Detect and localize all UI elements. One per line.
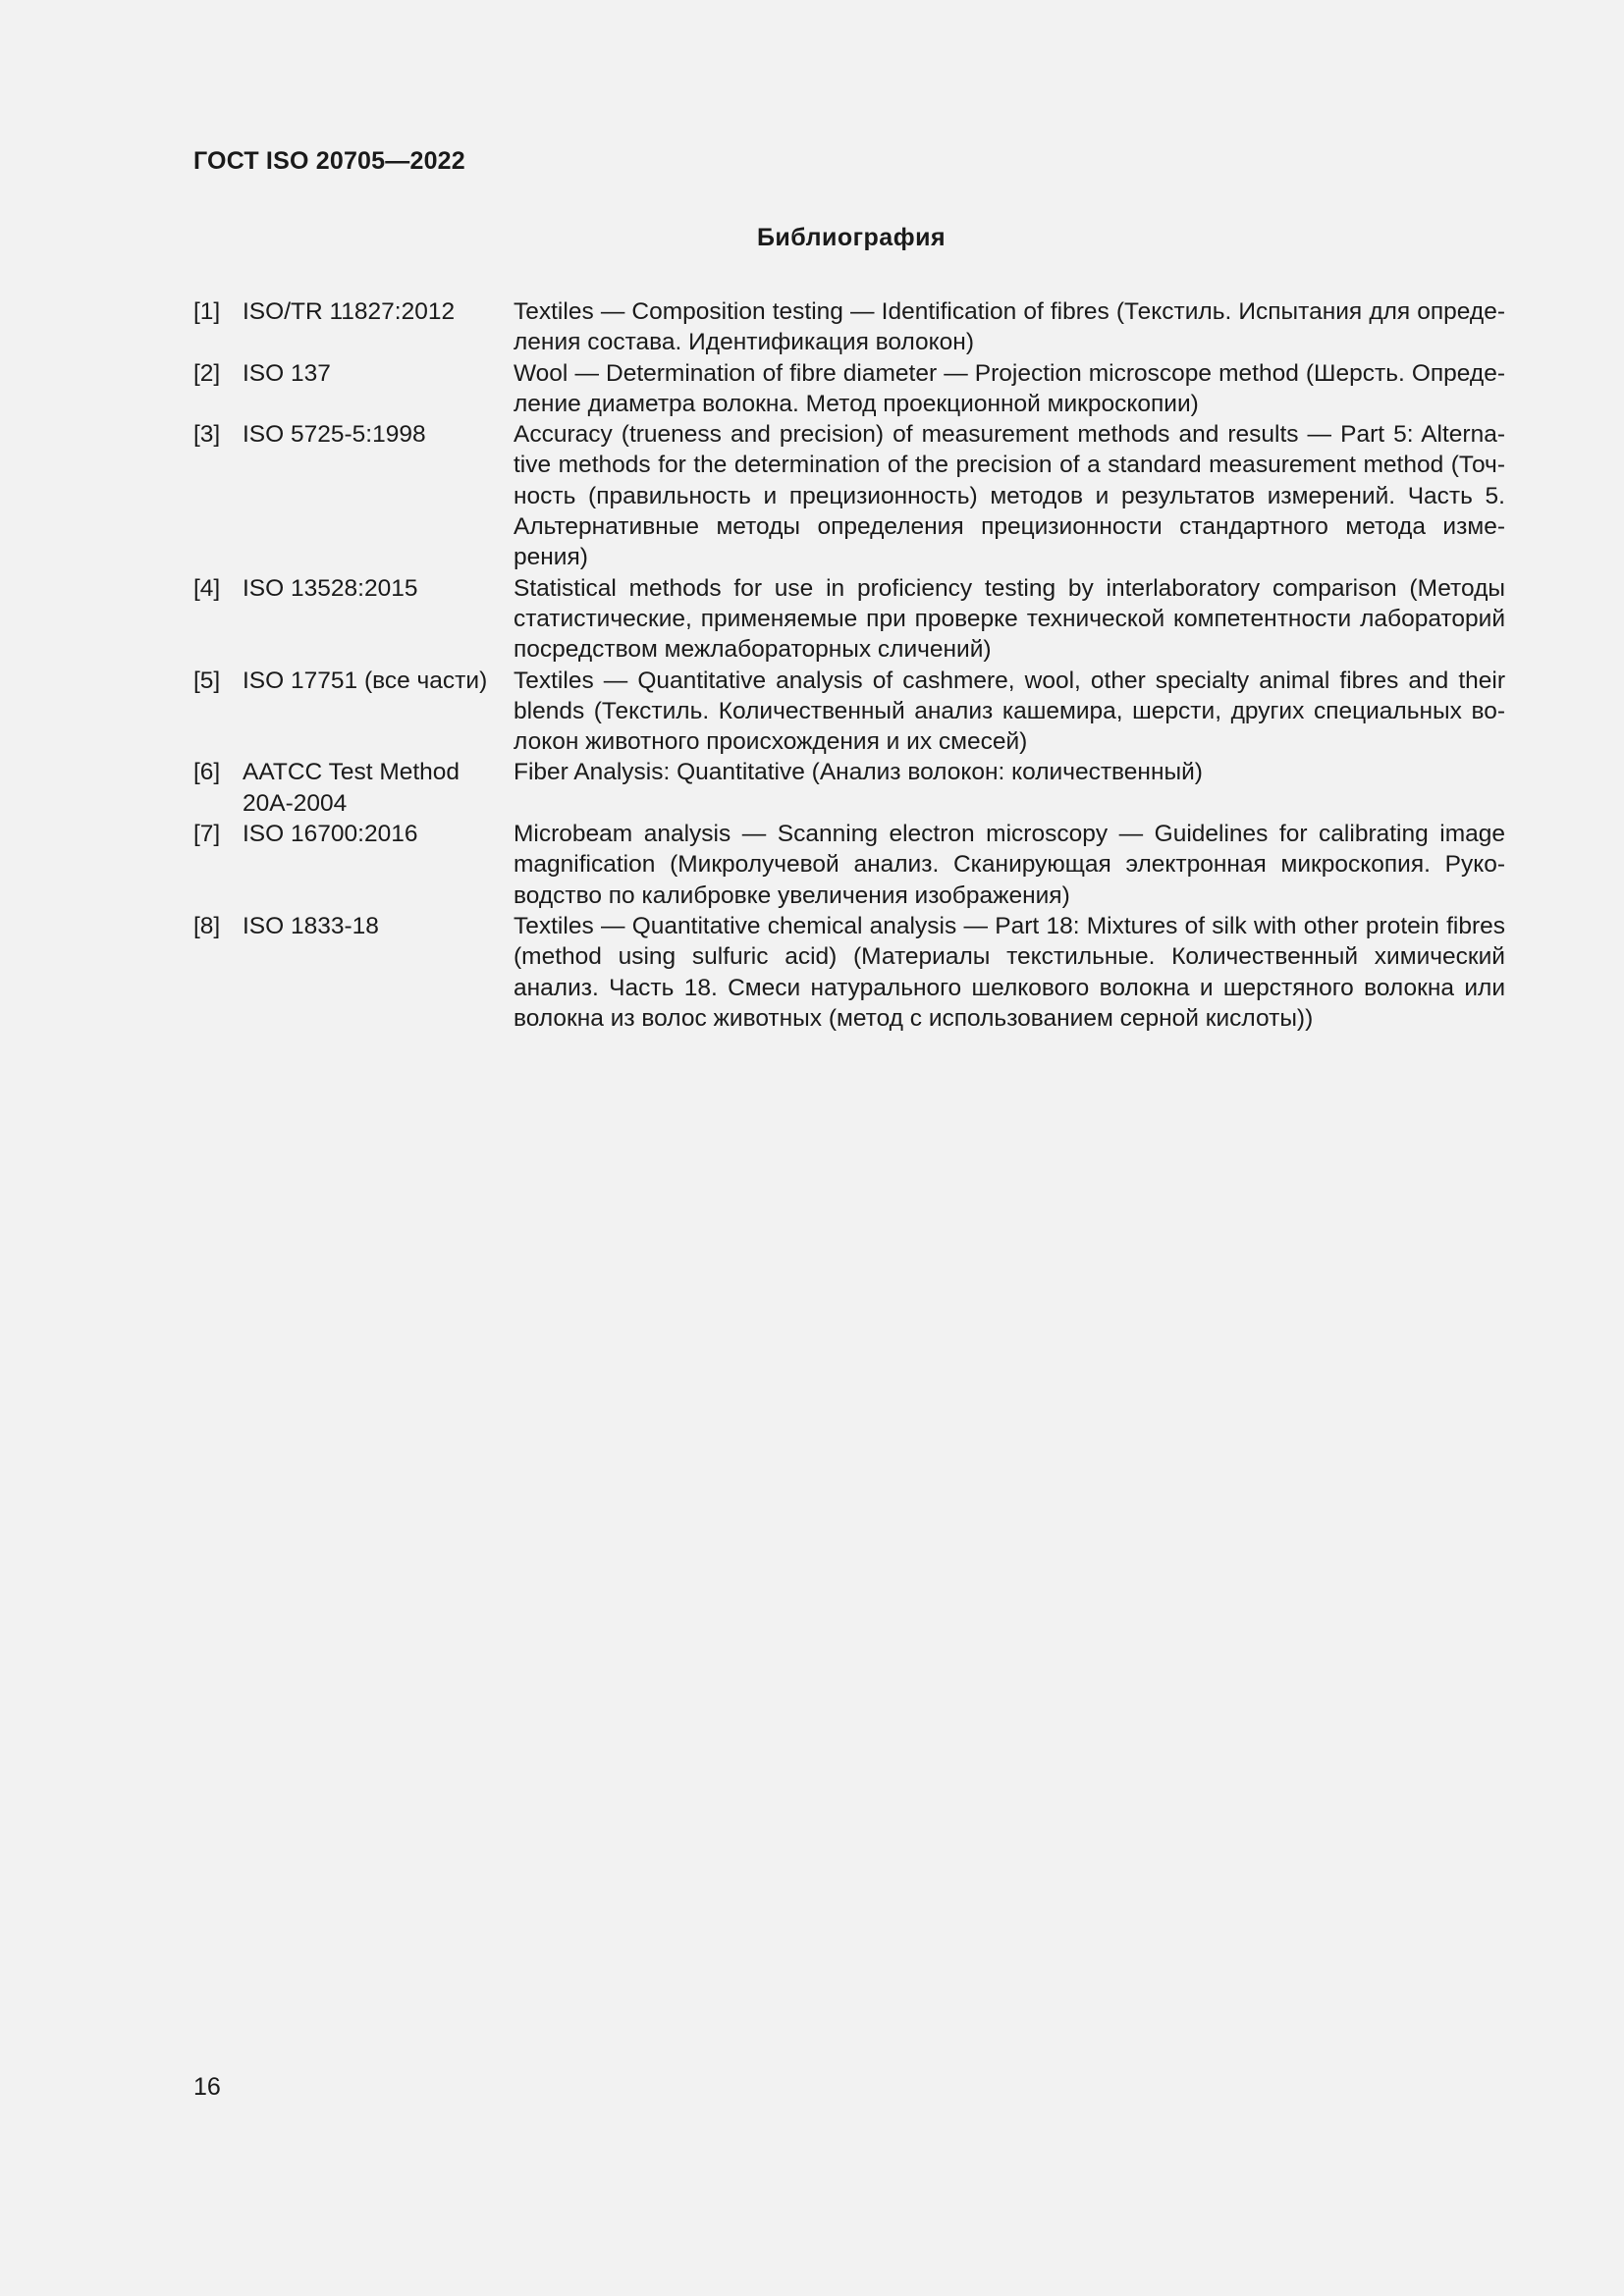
entry-number: [8] xyxy=(193,912,221,939)
bibliography-entry-7 xyxy=(193,819,1505,911)
entry-number: [7] xyxy=(193,821,221,848)
bibliography-entry-1 xyxy=(193,296,1505,358)
entry-title: Textiles — Quantitative chemical analysis — Part 18: Mixtures of silk with other protein fibres (method using sulfuric acid) (Материалы текстильные. Количественный химический анализ. Часть 18. Смеси натурального шелкового волокна и шерстяного волокна или волокна из волос животных (метод с использованием серной кислоты)) xyxy=(514,912,1505,1032)
bibliography-entry-8 xyxy=(193,911,1505,1034)
entry-title: Accuracy (trueness and precision) of measurement methods and results — Part 5: Alternative methods for the determination of the precision of a standard measurement method (Точность (правильность и прецизионность) методов и результатов измерений. Часть 5. Альтернативные методы определения прецизионности стандартного метода измерения) xyxy=(514,421,1505,571)
bibliography-entry-6 xyxy=(193,757,1505,819)
bibliography-title: Библиография xyxy=(756,224,947,251)
bibliography-entry-5 xyxy=(193,666,1505,758)
entry-number: [5] xyxy=(193,667,221,694)
entry-standard-code: ISO 137 xyxy=(243,359,331,387)
bibliography-entry-2 xyxy=(193,358,1505,420)
entry-number: [1] xyxy=(193,298,221,325)
entry-number: [6] xyxy=(193,759,221,786)
bibliography-entry-4 xyxy=(193,573,1505,666)
entry-standard-code: ISO/TR 11827:2012 xyxy=(243,298,456,325)
page-number: 16 xyxy=(193,2073,221,2101)
entry-title: Statistical methods for use in proficiency testing by interlaboratory comparison (Методы статистические, применяемые при проверке технической компетентности лабораторий посредством межлабораторных сличений) xyxy=(514,574,1505,664)
entry-standard-code: ISO 16700:2016 xyxy=(243,821,418,848)
entry-standard-code: ISO 5725-5:1998 xyxy=(243,421,426,449)
entry-number: [2] xyxy=(193,359,221,387)
entry-title: Microbeam analysis — Scanning electron microscopy — Guidelines for calibrating image magnification (Микролучевой анализ. Сканирующая электронная микроскопия. Руководство по калибровке увеличения изображения) xyxy=(514,821,1505,909)
entry-title: Textiles — Composition testing — Identification of fibres (Текстиль. Испытания для определения состава. Идентификация волокон) xyxy=(514,298,1505,356)
entry-number: [3] xyxy=(193,421,221,449)
bibliography-entry-3 xyxy=(193,419,1505,572)
entry-standard-code: AATCC Test Method 20A-2004 xyxy=(243,759,460,817)
entry-standard-code: ISO 1833-18 xyxy=(243,912,379,939)
entry-title: Fiber Analysis: Quantitative (Анализ волокон: количественный) xyxy=(514,759,1203,786)
bibliography-list xyxy=(193,296,1505,1034)
entry-standard-code: ISO 13528:2015 xyxy=(243,574,418,602)
entry-standard-code: ISO 17751 (все части) xyxy=(243,667,488,694)
entry-title: Wool — Determination of fibre diameter — Projection microscope method (Шерсть. Определение диаметра волокна. Метод проекционной микроскопии) xyxy=(514,359,1505,417)
entry-title: Textiles — Quantitative analysis of cashmere, wool, other specialty animal fibres and their blends (Текстиль. Количественный анализ кашемира, шерсти, других специальных волокон животного происхождения и их смесей) xyxy=(514,667,1505,756)
entry-number: [4] xyxy=(193,574,221,602)
document-code-header: ГОСТ ISO 20705—2022 xyxy=(193,147,465,175)
